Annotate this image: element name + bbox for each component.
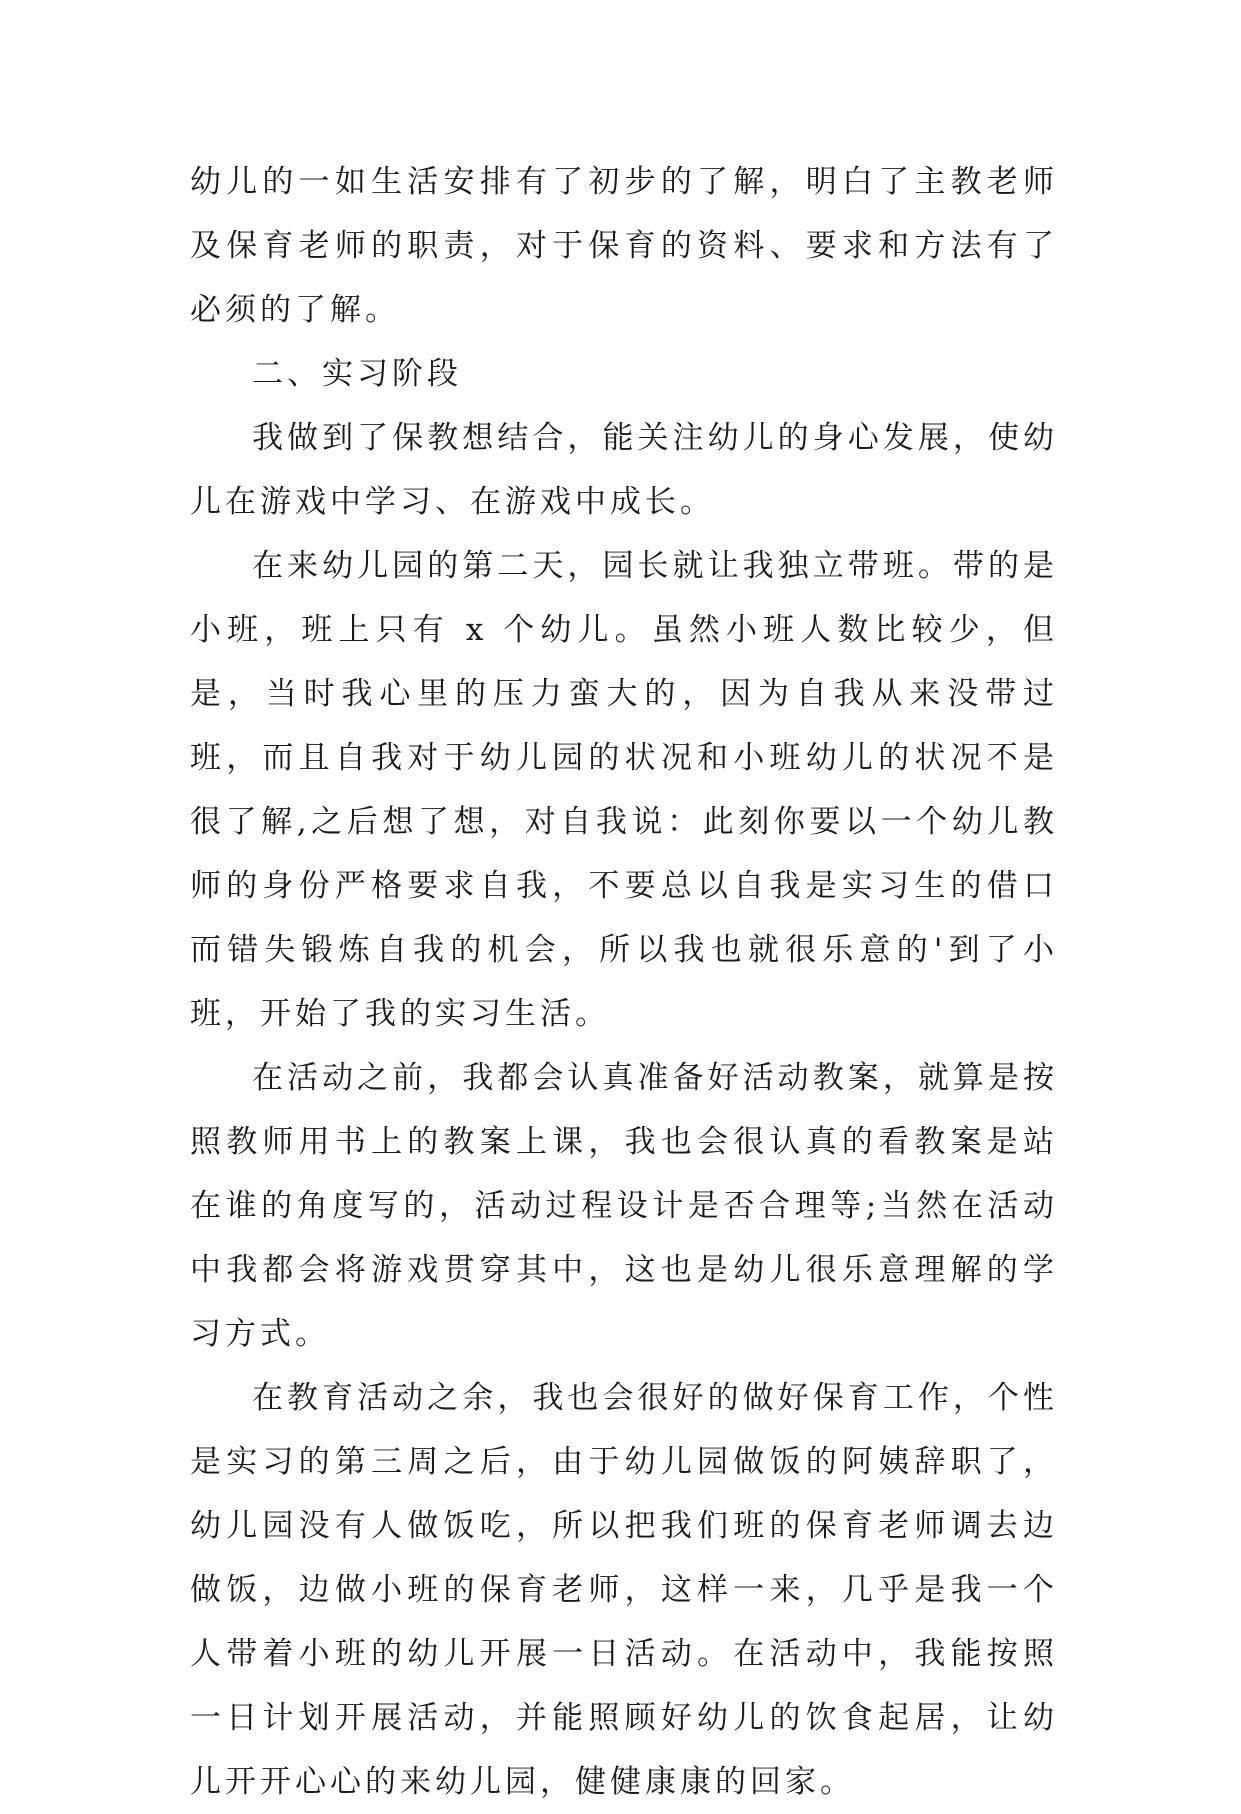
paragraph-first-class: 在来幼儿园的第二天，园长就让我独立带班。带的是小班，班上只有 x 个幼儿。虽然小班人数比较少，但是，当时我心里的压力蛮大的，因为自我从来没带过班，而且自我对于幼儿园的状况和小班幼儿的状况不是很了解,之后想了想，对自我说：此刻你要以一个幼儿教师的身份严格要求自我，不要总以自我是实习生的借口而错失锻炼自我的机会，所以我也就很乐意的'到了小班，开始了我的实习生活。 [190, 548, 1058, 1032]
document-body [190, 150, 1058, 1814]
paragraph-lesson-preparation: 在活动之前，我都会认真准备好活动教案，就算是按照教师用书上的教案上课，我也会很认真的看教案是站在谁的角度写的，活动过程设计是否合理等;当然在活动中我都会将游戏贯穿其中，这也是幼儿很乐意理解的学习方式。 [190, 1060, 1058, 1352]
paragraph-childcare-work: 在教育活动之余，我也会很好的做好保育工作，个性是实习的第三周之后，由于幼儿园做饭的阿姨辞职了，幼儿园没有人做饭吃，所以把我们班的保育老师调去边做饭，边做小班的保育老师，这样一来，几乎是我一个人带着小班的幼儿开展一日活动。在活动中，我能按照一日计划开展活动，并能照顾好幼儿的饮食起居，让幼儿开开心心的来幼儿园，健健康康的回家。 [190, 1380, 1058, 1800]
paragraph-care-and-education: 我做到了保教想结合，能关注幼儿的身心发展，使幼儿在游戏中学习、在游戏中成长。 [190, 420, 1058, 520]
section-heading-internship-stage: 二、实习阶段 [252, 356, 462, 392]
paragraph-continuation: 幼儿的一如生活安排有了初步的了解，明白了主教老师及保育老师的职责，对于保育的资料、要求和方法有了必须的了解。 [190, 164, 1058, 328]
